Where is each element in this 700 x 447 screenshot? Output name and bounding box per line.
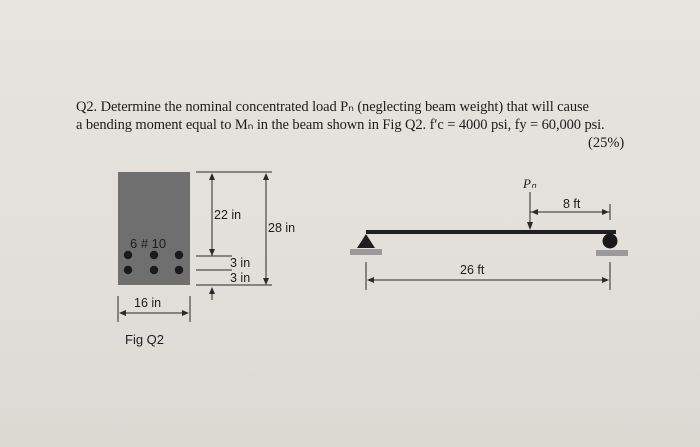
effective-depth-label: 22 in xyxy=(214,208,242,222)
load-label: Pₙ xyxy=(523,176,537,191)
rebar-dot xyxy=(175,251,183,259)
overhang-arrow-right xyxy=(602,209,609,215)
rebar-dot xyxy=(124,251,132,259)
question-line-2: a bending moment equal to Mₙ in the beam shown in Fig Q2. f′c = 4000 psi, fy = 60,000 psi. xyxy=(76,117,605,133)
roller-support-base xyxy=(596,250,628,256)
question-weight: (25%) xyxy=(588,135,625,151)
span-label: 26 ft xyxy=(460,263,485,277)
rebar-label: 6 # 10 xyxy=(130,236,167,251)
figure-caption: Fig Q2 xyxy=(125,332,165,347)
overhang-arrow-left xyxy=(531,209,538,215)
span-dimension xyxy=(366,262,610,290)
total-height-label: 28 in xyxy=(268,221,296,235)
rebar-dot xyxy=(150,266,158,274)
bar-spacing-top-label: 3 in xyxy=(230,256,251,270)
bar-spacing-bottom-label: 3 in xyxy=(230,271,251,285)
span-arrow-left xyxy=(367,277,374,283)
rebar-dot xyxy=(175,266,183,274)
roller-support xyxy=(603,234,618,249)
overhang-label: 8 ft xyxy=(563,197,581,211)
span-arrow-right xyxy=(602,277,609,283)
beam-elevation xyxy=(366,230,616,234)
rebar-dot xyxy=(150,251,158,259)
pin-support-base xyxy=(350,249,382,255)
pin-support xyxy=(357,234,375,248)
section-width-label: 16 in xyxy=(134,296,162,310)
load-arrowhead xyxy=(527,222,533,230)
question-line-1: Q2. Determine the nominal concentrated load Pₙ (neglecting beam weight) that will cause xyxy=(76,99,589,115)
rebar-dot xyxy=(124,266,132,274)
